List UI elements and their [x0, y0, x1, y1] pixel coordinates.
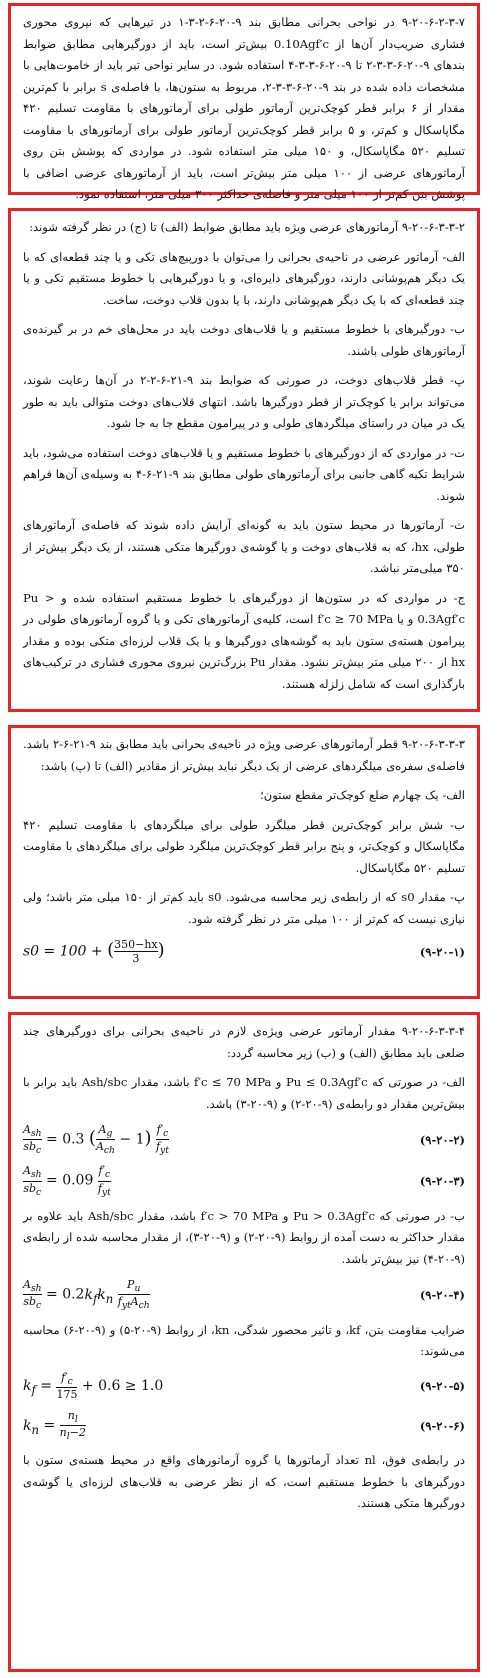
section-9-20-6-3-3-4: [8, 1012, 480, 1672]
section-9-20-6-2-3-7: [8, 3, 480, 201]
item-jim: ج- در مواردی که در ستون‌ها از دورگیرهای با خطوط مستقیم استفاده شده و Pu > 0.3Agf′c و یا f′c ≥ 70 MPa است، کلیه‌ی آرماتورهای تکی و یا گروه آرماتورهای طولی در پیرامون هسته‌ی ستون باید به گوشه‌های دورگیرها و یا یک قلاب لرزه‌ای متکی بوده و مقدار hx از ۲۰۰ میلی متر بیش‌تر نشود. مقدار Pu بزرگ‌ترین نیروی محوری فشاری در ترکیب‌های بارگذاری است که شامل زلزله هستند.: [23, 590, 465, 691]
equation-9-20-4: [23, 1278, 465, 1311]
paragraph-final: در رابطه‌ی فوق، nl تعداد آرماتورها یا گروه آرماتورهای واقع در محیط هسته‌ی ستون با دورگیرهای با خطوط مستقیم است، که از نظر عرضی به قلاب‌های لرزه‌ای یا گوشه‌ی دورگیرها متکی هستند.: [23, 1453, 466, 1511]
equation-9-20-3: [23, 1164, 465, 1197]
item-se: ث- آرماتورها در محیط ستون باید به گونه‌ای آرایش داده شوند که فاصله‌ی آرماتورهای طولی، hx، که به قلاب‌های دوخت و یا گوشه‌ی دورگیرها متکی هستند، از یک دیگر بیش‌تر از ۳۵۰ میلی‌متر نباشد.: [23, 518, 465, 575]
equation-number: (۹-۲۰-۳): [419, 1174, 465, 1189]
item-te: ت- در مواردی که از دورگیرهای با خطوط مستقیم و یا قلاب‌های دوخت استفاده می‌شود، باید شرایط تکیه گاهی جانبی برای آرماتورهای طولی مطابق بند ۹-۲۱-۶-۴ به وسیله‌ی آن‌ها فراهم شوند.: [23, 445, 465, 503]
equation-9-20-5: [23, 1371, 465, 1401]
item-be: ب- دورگیرهای با خطوط مستقیم و یا قلاب‌های دوخت باید در محل‌های خم در بر گیرنده‌ی آرماتورهای طولی باشند.: [23, 322, 465, 358]
section-9-20-6-3-3-2: [8, 208, 480, 712]
section-9-20-6-3-3-3: [8, 725, 480, 999]
item-alef: الف- یک چهارم ضلع کوچک‌تر مقطع ستون؛: [260, 788, 465, 802]
equation-number: (۹-۲۰-۵): [419, 1378, 465, 1393]
item-pe: پ- قطر قلاب‌های دوخت، در صورتی که ضوابط بند ۹-۲۱-۶-۲-۲ در آن‌ها رعایت شوند، می‌تواند برابر یا کوچک‌تر از قطر دورگیرها باشد. انتهای قلاب‌های دوخت متوالی باید به طور یک در میان در راستای میلگردهای طولی و در پیرامون مقطع جا به جا شود.: [23, 373, 465, 430]
paragraph-intro: ۹-۲۰-۶-۳-۳-۲ آرماتورهای عرضی ویژه باید مطابق ضوابط (الف) تا (ج) در نظر گرفته شوند:: [29, 220, 465, 234]
item-alef: الف- آرماتور عرضی در ناحیه‌ی بحرانی را می‌توان با دورپیچ‌های تکی و یا چند قطعه‌ای که با یک دیگر هم‌پوشانی دارند، دورگیرهای دایره‌ای، و یا دورگیرهایی با خطوط مستقیم تکی و یا چند قطعه‌ای که با یک دیگر هم‌پوشانی دارند، با یا بدون قلاب دوخت، ساخت.: [23, 249, 465, 307]
equation-formula: $A_{sh}$ $sb_c$ = $0.2k_fk_n$ $P_u$ $f_{yt}A_{ch}$: [23, 1278, 150, 1312]
equation-9-20-1: [23, 938, 465, 965]
equation-formula: $A_{sh}$ $sb_c$ = 0.09 $f'_c$ $f_{yt}$: [23, 1164, 111, 1198]
item-alef: الف- در صورتی که Pu ≤ 0.3Agf′c و f′c ≤ 70 MPa باشد، مقدار Ash/sbc باید برابر با بیش‌ترین مقدار دو رابطه‌ی (۹-۲۰-۲) و (۹-۲۰-۳) باشد.: [23, 1075, 465, 1111]
equation-number: (۹-۲۰-۱): [419, 944, 465, 959]
item-pe: پ- مقدار s0 که از رابطه‌ی زیر محاسبه می‌شود. s0 باید کم‌تر از ۱۵۰ میلی متر باشد؛ ولی نیازی نیست که کم‌تر از ۱۰۰ میلی متر در نظر گرفته شود.: [23, 890, 465, 926]
equation-9-20-6: [23, 1409, 465, 1442]
item-be: ب- در صورتی که Pu > 0.3Agf′c و f′c > 70 MPa باشد، مقدار Ash/sbc باید علاوه بر مقدار حداکثر به دست آمده از روابط (۹-۲۰-۲) و (۹-۲۰-۳)، از مقدار محاسبه شده از رابطه‌ی (۹-۲۰-۴) نیز بیش‌تر باشد.: [23, 1208, 465, 1266]
equation-formula: $k_f$ = $\frac{f'_c}{175}$ + 0.6 ≥ 1.0: [23, 1370, 164, 1401]
paragraph-coefficients: ضرایب مقاومت بتن، kf، و تاثیر محصور شدگی، kn، از روابط (۹-۲۰-۵) و (۹-۲۰-۶) محاسبه می‌شوند:: [23, 1322, 465, 1359]
paragraph-intro: ۹-۲۰-۶-۳-۳-۴ مقدار آرماتور عرضی ویژه‌ی لازم در ناحیه‌ی بحرانی برای دورگیرهای چند ضلعی باید مطابق (الف) و (ب) زیر محاسبه گردد:: [23, 1024, 465, 1060]
equation-formula: $k_n$ = $\frac{n_l}{n_l-2}$: [23, 1408, 86, 1443]
item-be: ب- شش برابر کوچک‌ترین قطر میلگرد طولی برای میلگردهای با مقاومت تسلیم ۴۲۰ مگاپاسکال و کوچک‌تر، و پنج برابر قطر کوچک‌ترین میلگرد طولی برای میلگردهای با مقاومت تسلیم ۵۲۰ مگاپاسکال.: [23, 817, 465, 875]
equation-number: (۹-۲۰-۴): [419, 1287, 465, 1302]
paragraph: ۹-۲۰-۶-۲-۳-۷ در نواحی بحرانی مطابق بند ۹-۲۰-۶-۲-۳-۱ در تیرهایی که نیروی محوری فشاری ضریب‌دار آن‌ها از 0.10Agf′c بیش‌تر است، باید از دورگیرهایی مطابق ضوابط بندهای ۹-۲۰-۶-۳-۳-۲ تا ۹-۲۰-۶-۳-۳-۴ استفاده شود. در سایر نواحی تیر باید از خاموت‌هایی با مشخصات داده شده در بند ۹-۲۰-۶-۳-۳-۲، مربوط به ستون‌ها، با فاصله‌ی s برابر با کم‌ترین مقدار از ۶ برابر قطر کوچک‌ترین آرماتور طولی برای آرماتورهای با مقاومت تسلیم ۴۲۰ مگاپاسکال و کم‌تر، و ۵ برابر قطر کوچک‌ترین آرماتور طولی برای آرماتورهای با مقاومت تسلیم ۵۲۰ مگاپاسکال، و ۱۵۰ میلی متر استفاده شود. در مواردی که پوشش بتن روی آرماتورهای عرضی از ۱۰۰ میلی متر بیش‌تر است، باید از آرماتورهای عرضی اضافی با پوشش بتن کم‌تر از ۱۰۰ میلی متر و فاصله‌ی حداکثر ۳۰۰ میلی متر، استفاده نمود.: [23, 15, 466, 201]
equation-formula: $A_{sh}$ $sb_c$ = 0.3 ( $A_g$ $A_{ch}$ − 1) $f'_c$ $f_{yt}$: [23, 1123, 169, 1157]
equation-9-20-2: [23, 1123, 465, 1156]
equation-number: (۹-۲۰-۲): [419, 1132, 465, 1147]
equation-formula: s0 = 100 + ( $\frac{350-hx}{3}$ ): [23, 938, 165, 965]
paragraph-intro: ۹-۲۰-۶-۳-۳-۳ قطر آرماتورهای عرضی ویژه در ناحیه‌ی بحرانی باید مطابق بند ۹-۲۱-۶-۲ باشد. فاصله‌ی سفره‌ی میلگردهای عرضی از یک دیگر نباید بیش‌تر از مقادیر (الف) تا (پ) باشد:: [23, 737, 465, 773]
equation-number: (۹-۲۰-۶): [419, 1418, 465, 1433]
